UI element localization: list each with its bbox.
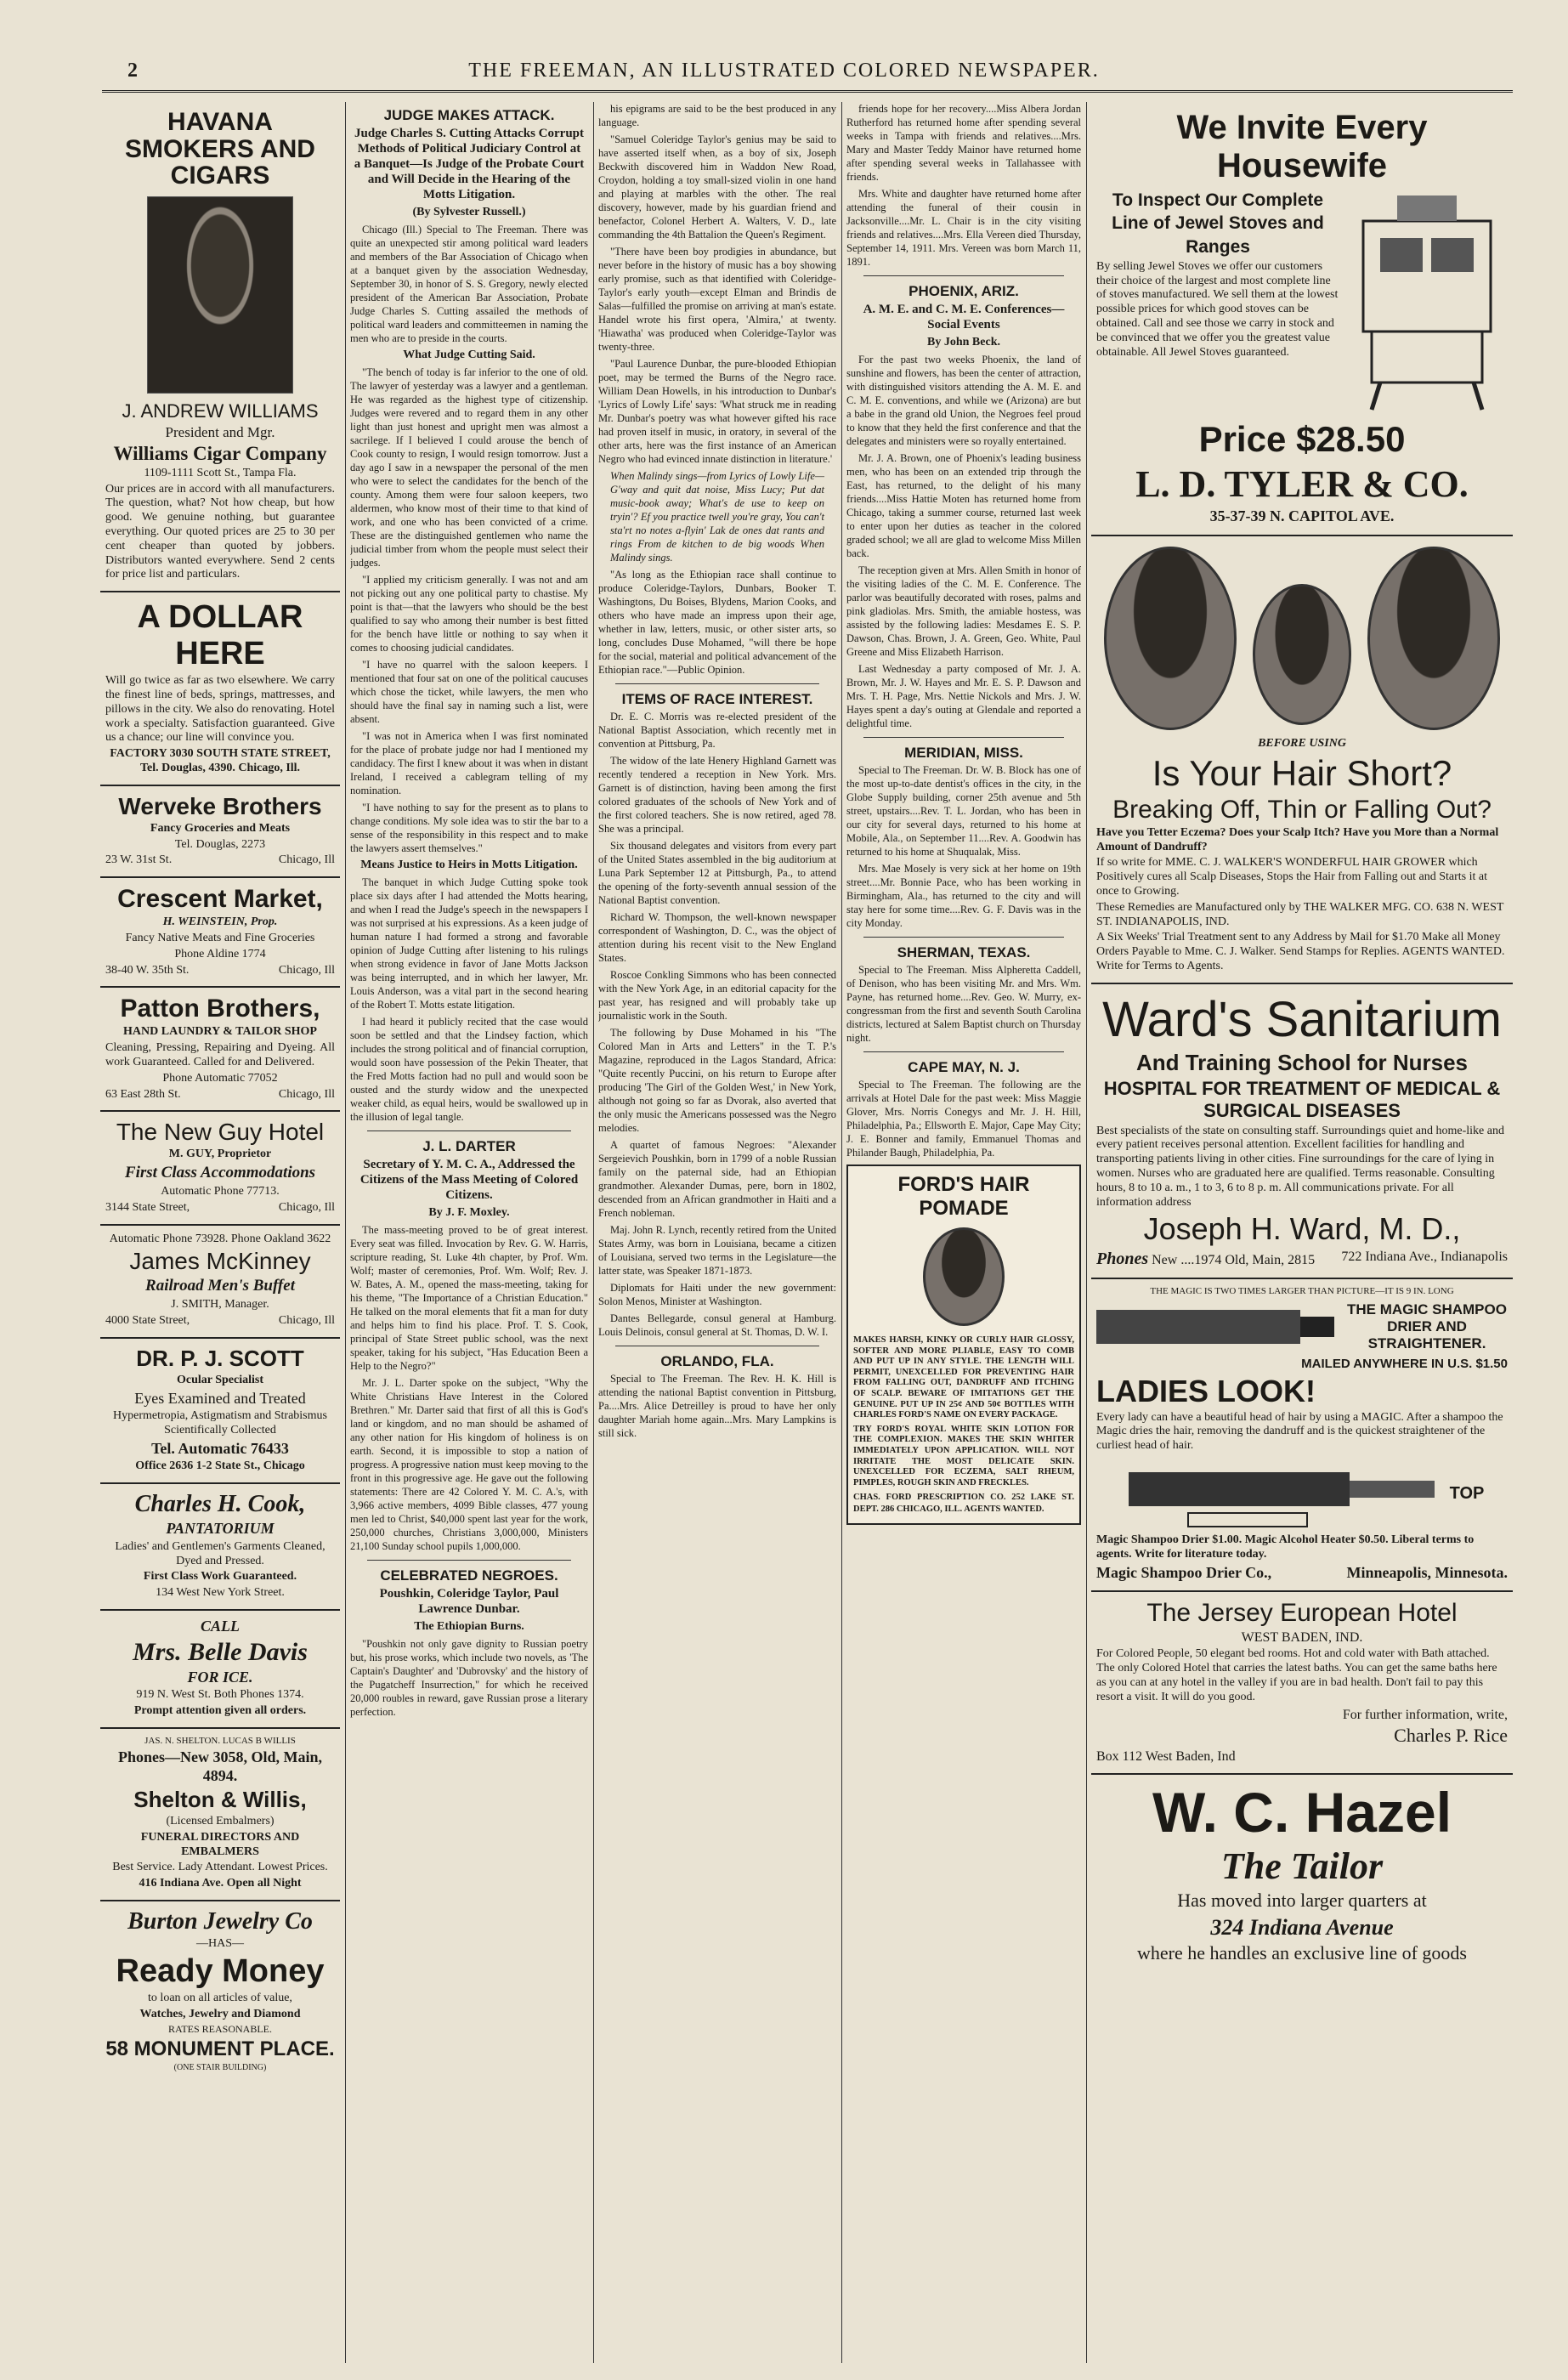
jewel-stoves-ad: We Invite Every Housewife To Inspect Our Complete Line of Jewel Stoves and Ranges By selling Jewel Stoves we offer our customers their choice of the largest and most complete line of stoves manufactured. We sell them at the lowest possible prices for which good stoves can be obtained. Call and see those we carry in stock and be convinced that we offer you the greatest value obtainable. All Jewel Stoves guaranteed. Price $28.50 L. D. TYLER & CO. 35-37-39 N. CAPITOL AVE. — [1091, 102, 1513, 536]
column-rule — [593, 102, 594, 2363]
hazel-tailor-ad: W. C. Hazel The Tailor Has moved into larger quarters at 324 Indiana Avenue where he handles an exclusive line of goods — [1137, 1781, 1467, 1964]
top-rule — [102, 90, 1513, 93]
belle-davis-ad: CALL Mrs. Belle Davis FOR ICE. 919 N. West St. Both Phones 1374. Prompt attention given all orders. — [100, 1611, 340, 1729]
column-rule — [841, 102, 842, 2363]
portrait-image — [147, 196, 293, 394]
portrait-image — [923, 1227, 1005, 1326]
article-headline: PHOENIX, ARIZ. — [909, 283, 1019, 299]
portrait-image — [1367, 547, 1500, 730]
news-column-2: JUDGE MAKES ATTACK. Judge Charles S. Cutting Attacks Corrupt Methods of Political Judiciary Control at a Banquet—Is Judge of the Probate Court and Will Decide in the Hearing of the Motts Litigation. (By Sylvester Russell.) Chicago (Ill.) Special to The Freeman. There was quite an unexpected stir among political ward leaders and members of the Bar Association of Chicago when at a banquet given by the association Wednesday, September 30, in honor of S. S. Gregory, newly elected president of the American Bar Association, Probate Judge Charles S. Cutting assailed the methods of political ward leaders and committeemen in naming the men who are to preside in the courts. What Judge Cutting Said. "The bench of today is far inferior to the one of old. The lawyer of yesterday was a lawyer and a gentleman. He was regarded as the highest type of citizenship. Judges were revered and to regard them in any other light than just honest and upright men was almost a sacrilege. If I believed I could arouse the bench of Cook county to resign, I would resign tomorrow. Just a day ago I saw in a newspaper the personal of the men who were to select the candidates for the bench of the county. Among them were four saloon keepers, two aldermen, who know most of their time to that kind of work, and one who has been convicted of a crime. These are the distinguished gentlemen who name the judicial timber from whom the people must select their judges. "I applied my criticism generally. I was not and am not picking out any one political party to chastise. My point is that—that the lawyers who should be the best qualified to say who among their number is best fitted for the bench have little or nothing to say when it comes to choosing judicial candidates. "I have no quarrel with the saloon keepers. I mentioned that four sat on one of the political caucuses which chose the ticket, while lawyers, the men who should have the final say in naming such a list, were absent. "I was not in America when I was first nominated for the place of probate judge nor had I mentioned my candidacy. The first I knew about it was when in distant Ireland, I received a cablegram telling of my nomination. "I have nothing to say for the present as to plans to change conditions. My sole idea was to stir the bar to a sense of the responsibility in this respect and to make the lawyers assert themselves." Means Justice to Heirs in Motts Litigation. The banquet in which Judge Cutting spoke took place six days after I had attended the Motts hearing, and when I read the Judge's speech in the newspapers I was not surprised at his expressions. As a keen judge of human nature I had formed a strong and favorable opinion of Judge Cutting after listening to his rulings when strong evidence in favor of Jane Motts Jackson was being interrupted, and in which her lawyer, Mr. Louis Anderson, was a vital part in the second hearing of the Robert T. Motts estate litigation. I had heard it publicly recited that the case would soon be settled and that the Lindsey faction, which includes the strong political and of financial corruption, would soon have possession of the Pekin Theater, that the Fred Motts faction had no pull and would soon be ousted and the sturdy widow and the unexpected weaker child, as equal heirs, would be swallowed up in the illusion of legal tangle. J. L. DARTER Secretary of Y. M. C. A., Addressed the Citizens of the Mass Meeting of Colored Citizens. By J. F. Moxley. The mass-meeting proved to be of great interest. Every seat was filled. Invocation by Rev. G. W. Harris, scripture reading, St. Luke 4th chapter, by Prof. Wm. Wolf; master of ceremonies, Prof. Wm. Wolf; Rev. J. W. Bates, A. M., opened the mass-meeting, taking for his theme, "The Importance of a Christian Education." He talked on the moral elements that fit a man for duty and helps him to find his place. Prof. T. S. Cook, principal of State Street public school, was the next speaker, taking for his subject, "Has Education Been a Help to the Negro?" Mr. J. L. Darter spoke on the subject, "Why the White Christians Have Interest in the Colored Brethren." Mr. Darter said that first of all this is God's land or kingdom, and no man should be ashamed of any other nation for His kingdom of holiness is on earth. Second, it is impossible to stop a nation of progress. A progressive nation must keep moving to the front in this progressive age. He gave out the following statements: There are 42 Colored Y. M. C. A.'s, with 3,966 active members, 4099 Bible classes, 477 young men led to Christ, $40,000 spent last year for the work, 250,000 churches, Christians 3,000,000, Ministers 21,100 Sunday school pupils 1,000,000. CELEBRATED NEGROES. Poushkin, Coleridge Taylor, Paul Lawrence Dunbar. The Ethiopian Burns. "Poushkin not only gave dignity to Russian poetry but, his prose works, which include two novels, as 'The Captain's Daughter' and 'Dubrovsky' and the history of the Pugatcheff Insurrection," for which he received 20,000 roubles in reward, gave Russian prose a literary perfection. — [350, 107, 588, 1718]
charles-cook-ad: Charles H. Cook, PANTATORIUM Ladies' and Gentlemen's Garments Cleaned, Dyed and Pressed. First Class Work Guaranteed. 134 West New York Street. — [100, 1484, 340, 1611]
news-column-3: his epigrams are said to be the best produced in any language. "Samuel Coleridge Taylor's genius may be said to have asserted itself when, as a boy of six, Joseph Beckwith discovered him in Waddon New Road, Croydon, holding a toy small-sized violin in one hand and playing at marbles with the other. The real discovery, however, made by his guardian friend and benefactor, Colonel Herbert A. Walters, V. D., late commanding the 4th Battalion the Queen's Regiment. "There have been boy prodigies in abundance, but never before in the history of music has a boy showing early promise, such as that identified with Coleridge-Taylor's early youth—except Elman and Brindis de Salas—fulfilled the promise on arriving at man's estate. Handel wrote his first opera, 'Almira,' at twenty. 'Hiawatha' was produced when Coleridge-Taylor was twenty-three. "Paul Laurence Dunbar, the pure-blooded Ethiopian poet, may be termed the Burns of the Negro race. William Dean Howells, in his introduction to Dunbar's 'Lyrics of Lowly Life' says: 'What struck me in reading Mr. Dunbar's poetry was what however gifted his race had proven itself in music, in oratory, in several of the other arts, here was the first instance of an American Negro who had evinced innate distinction in literature.' When Malindy sings—from Lyrics of Lowly Life—G'way and quit dat noise, Miss Lucy; Put dat music-book away; What's de use to keep on tryin'? Ef you practice twell you're gray, You can't sta'rt no notes a-flyin' Lak de ones dat rants and rings From de kitchen to de big woods When Malindy sings. "As long as the Ethiopian race shall continue to produce Coleridge-Taylors, Dunbars, Booker T. Washingtons, Du Boises, Blydens, Marion Cooks, and others who have made an impress upon their age, whether in law, letters, music, or other sister arts, so long, concludes Duse Mohamed, "will there be hope for the social, material and political advancement of the Ethiopian race."—Public Opinion. ITEMS OF RACE INTEREST. Dr. E. C. Morris was re-elected president of the National Baptist Association, which recently met in convention at Pittsburg, Pa. The widow of the late Henery Highland Garnett was recently tendered a reception in New York. Mrs. Garnett is of distinction, having been among the first colored graduates of the schools of New York and of the first colored teachers. She is now retired, aged 78. She was a principal. Six thousand delegates and visitors from every part of the United States assembled in the big auditorium at Luna Park September 12 at Pittsburgh, Pa., to attend the opening of the forty-seventh annual session of the National Baptist convention. Richard W. Thompson, the well-known newspaper correspondent of Washington, D. C., was the object of attention during his recent visit to the New England States. Roscoe Conkling Simmons who has been connected with the New York Age, in an editorial capacity for the past year, has resigned and will probably take up journalistic work in the South. The following by Duse Mohamed in his "The Colored Man in Arts and Letters" in the T. P.'s Magazine, reproduced in the Lagos Standard, Africa: "Quite recently Puccini, on his return to Europe after producing 'The Girl of the Golden West,' in New York, although not going so far as Dvorak, also averted that the only music the Americans possessed was the Negro melodies. A quartet of famous Negroes: "Alexander Sergeievich Poushkin, born in 1799 of a noble Russian family on the paternal side, had an Ethiopian grandmother. Alexander Dumas, pere, born in 1802, descended from an African grandmother in Haiti and a French nobleman. Maj. John R. Lynch, recently retired from the United States Army, was born in Louisiana, became a citizen of Louisiana, served two terms in the Legislature—the latter state, was Speaker 1871-1873. Diplomats for Haiti under the new government: Solon Menos, Minister at Washington. Dantes Bellegarde, consul general at Hamburg. Louis Delinois, consul general at St. Thomas, D. W. I. ORLANDO, FLA. Special to The Freeman. The Rev. H. K. Hill is attending the national Baptist convention in Pittsburg, Pa....Mrs. Alice Detreilley is proud to have her only daughter Mariah home again...Mrs. Mary Lampkins is still sick. — [598, 103, 836, 1439]
burton-jewelry-ad: Burton Jewelry Co —HAS— Ready Money to loan on all articles of value, Watches, Jewelry and Diamond RATES REASONABLE. 58 MONUMENT PLACE. (ONE STAIR BUILDING) — [105, 1908, 335, 2072]
page-number: 2 — [127, 60, 138, 82]
crescent-market-ad: Crescent Market, H. WEINSTEIN, Prop. Fancy Native Meats and Fine Groceries Phone Aldine 1774 38-40 W. 35th St. Chicago, Ill — [100, 878, 340, 988]
walker-hair-ad: BEFORE USING Is Your Hair Short? Breaking Off, Thin or Falling Out? Have you Tetter Eczema? Does your Scalp Itch? Have you More than a Normal Amount of Dandruff? If so write for MME. C. J. WALKER'S WONDERFUL HAIR GROWER which Positively cures all Scalp Diseases, Stops the Hair from Falling out and Starts it at once to Growing. These Remedies are Manufactured only by THE WALKER MFG. CO. 638 N. WEST ST. INDIANAPOLIS, IND. A Six Weeks' Trial Treatment sent to any Address by Mail for $1.70 Make all Money Orders Payable to Mme. C. J. Walker. Send Stamps for Replies. AGENTS WANTED. Write for Terms to Agents. — [1091, 536, 1513, 984]
mckinney-ad: Automatic Phone 73928. Phone Oakland 3622 James McKinney Railroad Men's Buffet J. SMITH, Manager. 4000 State Street, Chicago, Ill — [100, 1226, 340, 1339]
portrait-image — [1253, 584, 1351, 725]
article-headline: ORLANDO, FLA. — [660, 1353, 774, 1369]
article-headline: JUDGE MAKES ATTACK. — [383, 107, 555, 123]
article-headline: MERIDIAN, MISS. — [904, 745, 1023, 761]
fords-pomade-ad: FORD'S HAIR POMADE MAKES HARSH, KINKY OR CURLY HAIR GLOSSY, SOFTER AND MORE PLIABLE, EASY TO COMB AND PUT UP IN ANY STYLE. THE LENGTH WILL PERMIT, UNEXCELLED FOR PREVENTING HAIR FROM FALLING OUT, DANDRUFF AND ITCHING OF SCALP. BEWARE OF IMITATIONS GET THE GENUINE. PUT UP IN 25¢ AND 50¢ BOTTLES WITH CHARLES FORD'S NAME ON EVERY PACKAGE. TRY FORD'S ROYAL WHITE SKIN LOTION FOR THE COMPLEXION. MAKES THE SKIN WHITER IMMEDIATELY UPON APPLICATION. WILL NOT IRRITATE THE MOST DELICATE SKIN. UNEXCELLED FOR ECZEMA, SALT RHEUM, PIMPLES, ROUGH SKIN AND FRECKLES. CHAS. FORD PRESCRIPTION CO. 252 LAKE ST. DEPT. 286 CHICAGO, ILL. AGENTS WANTED. — [846, 1164, 1081, 1525]
patton-brothers-ad: Patton Brothers, HAND LAUNDRY & TAILOR SHOP Cleaning, Pressing, Repairing and Dyeing. All work Guaranteed. Called for and Delivered. Phone Automatic 77052 63 East 28th St. Chicago, Ill — [100, 988, 340, 1112]
poem: When Malindy sings—from Lyrics of Lowly Life—G'way and quit dat noise, Miss Lucy; Put dat music-book away; What's de use to keep on tryin'? Ef you practice twell you're gray, You can't sta'rt no notes a-flyin' Lak de ones dat rants and rings From de kitchen to de big woods When Malindy sings. — [610, 470, 824, 564]
wards-sanitarium-ad: Ward's Sanitarium And Training School for Nurses HOSPITAL FOR TREATMENT OF MEDICAL & SURGICAL DISEASES Best specialists of the state on consulting staff. Surroundings quiet and home-like and every patient receives personal attention. Excellent facilities for handling and transporting patients living in other cities. Fine surroundings for the care of lying in women. Nurses who are graduated here are qualified. Terms reasonable. Consulting hours, 8 to 10 a. m., 1 to 3, 6 to 8 p. m. All communications private. For all information address Joseph H. Ward, M. D., Phones New ....1974 Old, Main, 2815 722 Indiana Ave., Indianapolis — [1091, 984, 1513, 1280]
left-ads-column — [100, 102, 340, 2363]
jersey-hotel-ad: The Jersey European Hotel WEST BADEN, IND. For Colored People, 50 elegant bed rooms. Hot and cold water with Bath attached. The only Colored Hotel that carries the latest baths. You can get the same baths here as you can at any hotel in the valley if you are in bad health. Don't fail to pay this resort a visit. It will do you good. For further information, write, Charles P. Rice Box 112 West Baden, Ind — [1091, 1592, 1513, 1775]
article-headline: SHERMAN, TEXAS. — [897, 944, 1031, 960]
portrait-image — [1104, 547, 1237, 730]
heater-illustration — [1120, 1455, 1443, 1532]
dollar-here-ad: A DOLLAR HERE Will go twice as far as two elsewhere. We carry the finest line of beds, springs, mattresses, and pillows in the city. We also do renovating. Hotel work a specialty. Satisfaction guaranteed. Give us a chance; our line will convince you. FACTORY 3030 SOUTH STATE STREET, Tel. Douglas, 4390. Chicago, Ill. — [100, 592, 340, 786]
cigar-ad: HAVANA SMOKERS AND CIGARS J. ANDREW WILLIAMS President and Mgr. Williams Cigar Company 1109-1111 Scott St., Tampa Fla. Our prices are in accord with all manufacturers. The question, what? Not how cheap, but how good. We genuine nothing, but guarantee everything. Our quoted prices are 25 to 30 per cent cheaper than quoted by jobbers. Distributors wanted everywhere. Send 2 cents for price list and particulars. — [100, 102, 340, 592]
right-ads-column — [1091, 102, 1513, 2363]
stove-illustration — [1346, 187, 1508, 416]
comb-illustration — [1096, 1301, 1334, 1352]
masthead: THE FREEMAN, AN ILLUSTRATED COLORED NEWSPAPER. — [468, 60, 1100, 82]
new-guy-hotel-ad: The New Guy Hotel M. GUY, Proprietor First Class Accommodations Automatic Phone 77713. 3144 State Street, Chicago, Ill — [100, 1112, 340, 1225]
column-rule — [1086, 102, 1087, 2363]
article-deck: Judge Charles S. Cutting Attacks Corrupt Methods of Political Judiciary Control at a Banquet—Is Judge of the Probate Court and Will Decide in the Hearing of the Motts Litigation. — [354, 127, 585, 201]
article-headline: J. L. DARTER — [422, 1138, 516, 1154]
byline: (By Sylvester Russell.) — [412, 206, 526, 218]
dr-scott-ad: DR. P. J. SCOTT Ocular Specialist Eyes Examined and Treated Hypermetropia, Astigmatism and Strabismus Scientifically Collected Tel. Automatic 76433 Office 2636 1-2 State St., Chicago — [100, 1339, 340, 1484]
column-rule — [345, 102, 346, 2363]
article-headline: ITEMS OF RACE INTEREST. — [621, 691, 813, 707]
article-headline: CAPE MAY, N. J. — [908, 1059, 1020, 1075]
magic-drier-ad: THE MAGIC IS TWO TIMES LARGER THAN PICTURE—IT IS 9 IN. LONG THE MAGIC SHAMPOO DRIER AND STRAIGHTENER. MAILED ANYWHERE IN U.S. $1.50 LADIES LOOK! Every lady can have a beautiful head of hair by using a MAGIC. After a shampoo the Magic dries the hair, removing the dandruff and is the quickest straightener of the curliest head of hair. TOP Magic Shampoo Drier $1.00. Magic Alcohol Heater $0.50. Liberal terms to agents. Write for literature today. Magic Shampoo Drier Co., Minneapolis, Minnesota. — [1091, 1279, 1513, 1592]
shelton-willis-ad: JAS. N. SHELTON. LUCAS B WILLIS Phones—New 3058, Old, Main, 4894. Shelton & Willis, (Licensed Embalmers) FUNERAL DIRECTORS AND EMBALMERS Best Service. Lady Attendant. Lowest Prices. 416 Indiana Ave. Open all Night — [100, 1729, 340, 1901]
werveke-ad: Werveke Brothers Fancy Groceries and Meats Tel. Douglas, 2273 23 W. 31st St. Chicago, Ill — [100, 786, 340, 878]
news-column-4: friends hope for her recovery....Miss Albera Jordan Rutherford has returned home after spending several weeks in Tampa with friends and relatives....Mrs. Mary and Master Teddy Mainor have returned home after spending several weeks in Tallahassee with friends. Mrs. White and daughter have returned home after attending the funeral of their cousin in Jacksonville....Mr. L. Chair is in the city visiting friends and relatives....Mrs. Ella Vereen died Thursday, September 14, 1911. Mrs. Vereen was born March 11, 1891. PHOENIX, ARIZ. A. M. E. and C. M. E. Conferences—Social Events By John Beck. For the past two weeks Phoenix, the land of sunshine and flowers, has been the center of attraction, with distinguished visitors attending the A. M. E. and C. M. E. conventions, and while we (Arizona) are but a babe in the grand old Union, the Negroes feel proud to know that they held the first conference and that the delegates and ministers were so royally entertained. Mr. J. A. Brown, one of Phoenix's leading business men, who has been on an extended trip through the East, has returned, to the delight of his many friends....Miss Hattie Moten has returned home from Chicago, taking a summer course, returned last week to enter upon her duties as teacher in the colored graded school; we all are glad to welcome Miss Millen back. The reception given at Mrs. Allen Smith in honor of the visiting ladies of the C. M. E. Conference. The parlor was beautifully decorated with roses, palms and pink gladiolas. Mrs. Smith, the amiable hostess, was assisted by the following ladies: Mesdames E. S. P. Dawson, Chas. Brown, J. A. Green, Geo. White, Paul Greene and Miss Elizabeth Harrison. Last Wednesday a party composed of Mr. J. A. Brown, Mr. J. W. Hayes and Mr. E. S. P. Dawson and Mrs. T. H. Page, Mrs. Nettie Nickols and Mrs. J. W. Hayes spent a day's outing at Glendale and reported a delightful time. MERIDIAN, MISS. Special to The Freeman. Dr. W. B. Block has one of the most up-to-date dentist's offices in the city, in the Globe Supply building, corner 25th avenue and 5th street, upstairs....Rev. T. L. Jordan, who has been in our city for several days, returned to his home at Mobile, Ala., on September 11....Rev. A. Goodwin has returned to his home at Shuqualak, Miss. Mrs. Mae Mosely is very sick at her home on 19th street....Mr. Bonnie Pace, who has been working in Birmingham, Ala., has returned to the city and will stay here for some time....Rev. G. F. Davis was in the city Monday. SHERMAN, TEXAS. Special to The Freeman. Miss Alpheretta Caddell, of Denison, who has been visiting Mr. and Mrs. Wm. Payne, has returned home....Rev. Geo. W. Murry, ex-congressman from the first and seventh South Carolina districts, lectured at Salem Baptist church on Thursday night. CAPE MAY, N. J. Special to The Freeman. The following are the arrivals at Hotel Dale for the past week: Miss Maggie Glover, Mrs. Norris Conegys and Mr. J. H. Hill, Philadelphia, Pa.; Ellsworth E. Major, Cape May City; J. E. Bonner and family, Emmanuel Thomas and Philander Baugh, Philadelphia, Pa. FORD'S HAIR POMADE MAKES HARSH, KINKY OR CURLY HAIR GLOSSY, SOFTER AND MORE PLIABLE, EASY TO COMB AND PUT UP IN ANY STYLE. THE LENGTH WILL PERMIT, UNEXCELLED FOR PREVENTING HAIR FROM FALLING OUT, DANDRUFF AND ITCHING OF SCALP. BEWARE OF IMITATIONS GET THE GENUINE. PUT UP IN 25¢ AND 50¢ BOTTLES WITH CHARLES FORD'S NAME ON EVERY PACKAGE. TRY FORD'S ROYAL WHITE SKIN LOTION FOR THE COMPLEXION. MAKES THE SKIN WHITER IMMEDIATELY UPON APPLICATION. WILL NOT IRRITATE THE MOST DELICATE SKIN. UNEXCELLED FOR ECZEMA, SALT RHEUM, PIMPLES, ROUGH SKIN AND FRECKLES. CHAS. FORD PRESCRIPTION CO. 252 LAKE ST. DEPT. 286 CHICAGO, ILL. AGENTS WANTED. — [846, 102, 1081, 2363]
article-headline: CELEBRATED NEGROES. — [380, 1567, 558, 1584]
